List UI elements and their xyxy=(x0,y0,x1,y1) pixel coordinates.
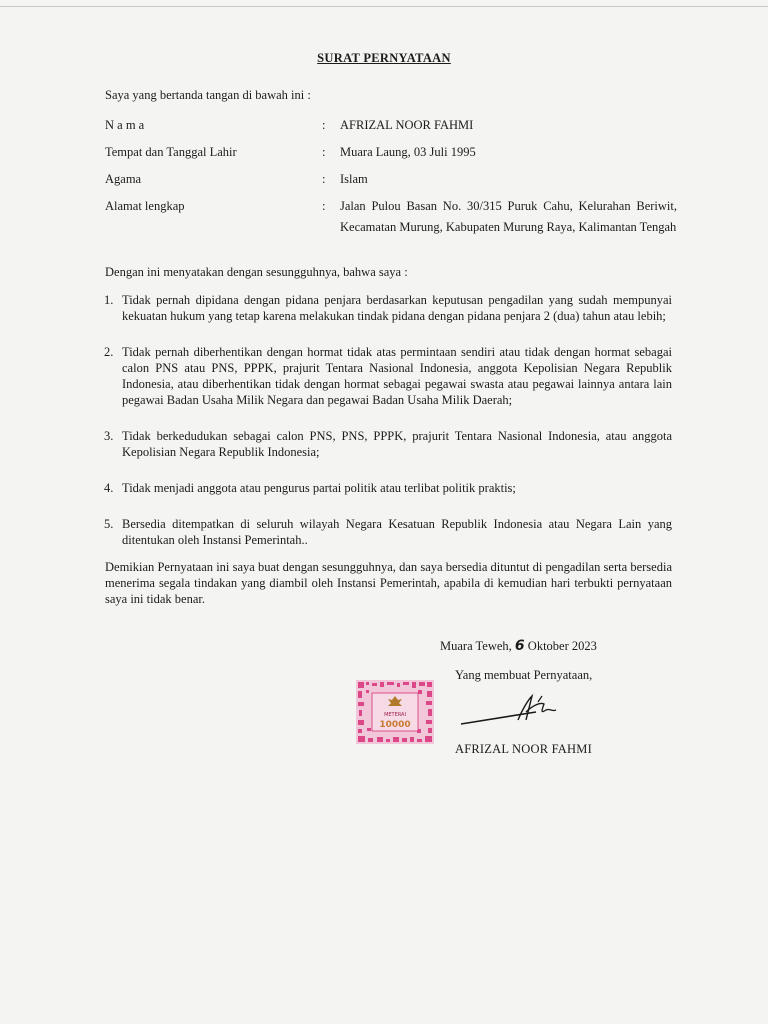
item-text: Tidak pernah dipidana dengan pidana penjara berdasarkan keputusan pengadilan yang sudah mempunyai kekuatan hukum yang tetap karena melakukan tindak pidana dengan pidana penjara 2 (dua) tahun atau lebih; xyxy=(122,293,672,323)
meterai-stamp-icon xyxy=(356,680,434,744)
item-number: 3. xyxy=(104,429,114,443)
field-label: Agama xyxy=(105,172,142,186)
handwritten-day: 6 xyxy=(514,638,525,654)
list-item xyxy=(104,292,672,324)
declaration-intro: Dengan ini menyatakan dengan sesungguhnya, bahwa saya : xyxy=(105,265,408,279)
signature-icon xyxy=(456,690,576,730)
item-text: Tidak berkedudukan sebagai calon PNS, PNS, PPPK, prajurit Tentara Nasional Indonesia, atau anggota Kepolisian Negara Republik Indonesia; xyxy=(122,429,672,459)
field-value: Islam xyxy=(340,172,368,186)
closing-paragraph: Demikian Pernyataan ini saya buat dengan sesungguhnya, dan saya bersedia dituntut di pengadilan serta bersedia menerima segala tindakan yang diambil oleh Instansi Pemerintah, apabila di kemudian hari terbukti pernyataan saya ini tidak benar. xyxy=(105,560,672,606)
intro-text: Saya yang bertanda tangan di bawah ini : xyxy=(105,88,311,102)
item-number: 4. xyxy=(104,481,114,495)
svg-text:10000: 10000 xyxy=(379,720,411,730)
place-and-date xyxy=(440,638,597,654)
field-colon: : xyxy=(322,199,326,213)
declaration-list xyxy=(104,292,672,568)
field-colon: : xyxy=(322,145,326,159)
item-number: 1. xyxy=(104,293,114,307)
list-item xyxy=(104,516,672,548)
signer-name: AFRIZAL NOOR FAHMI xyxy=(455,742,592,756)
list-item xyxy=(104,428,672,460)
item-text: Tidak pernah diberhentikan dengan hormat tidak atas permintaan sendiri atau tidak dengan hormat sebagai calon PNS atau PNS, PPPK, prajurit Tentara Nasional Indonesia, anggota Kepolisian Negara Republik Indonesia, atau diberhentikan tidak dengan hormat sebagai pegawai swasta atau pegawai lainnya antara lain pegawai Badan Usaha Milik Negara dan pegawai Badan Usaha Milik Daerah; xyxy=(122,345,672,407)
item-number: 2. xyxy=(104,345,114,359)
svg-text:METERAI: METERAI xyxy=(384,712,406,718)
field-value: Jalan Pulou Basan No. 30/315 Puruk Cahu, Kelurahan Beriwit, Kecamatan Murung, Kabupaten Murung Raya, Kalimantan Tengah xyxy=(340,199,677,234)
field-colon: : xyxy=(322,118,326,132)
list-item xyxy=(104,480,672,496)
field-value: AFRIZAL NOOR FAHMI xyxy=(340,118,474,132)
month-year-text: Oktober 2023 xyxy=(527,639,597,653)
place-text: Muara Teweh, xyxy=(440,639,512,653)
list-item xyxy=(104,344,672,408)
item-text: Bersedia ditempatkan di seluruh wilayah Negara Kesatuan Republik Indonesia atau Negara Lain yang ditentukan oleh Instansi Pemerintah.. xyxy=(122,517,672,547)
document-title: SURAT PERNYATAAN xyxy=(317,51,451,65)
signer-label: Yang membuat Pernyataan, xyxy=(455,668,593,682)
scan-edge-line xyxy=(0,6,768,7)
field-colon: : xyxy=(322,172,326,186)
item-text: Tidak menjadi anggota atau pengurus partai politik atau terlibat politik praktis; xyxy=(122,481,516,495)
field-label: Tempat dan Tanggal Lahir xyxy=(105,145,237,159)
field-value: Muara Laung, 03 Juli 1995 xyxy=(340,145,476,159)
field-label: Alamat lengkap xyxy=(105,199,185,213)
item-number: 5. xyxy=(104,517,114,531)
field-label: N a m a xyxy=(105,118,145,132)
